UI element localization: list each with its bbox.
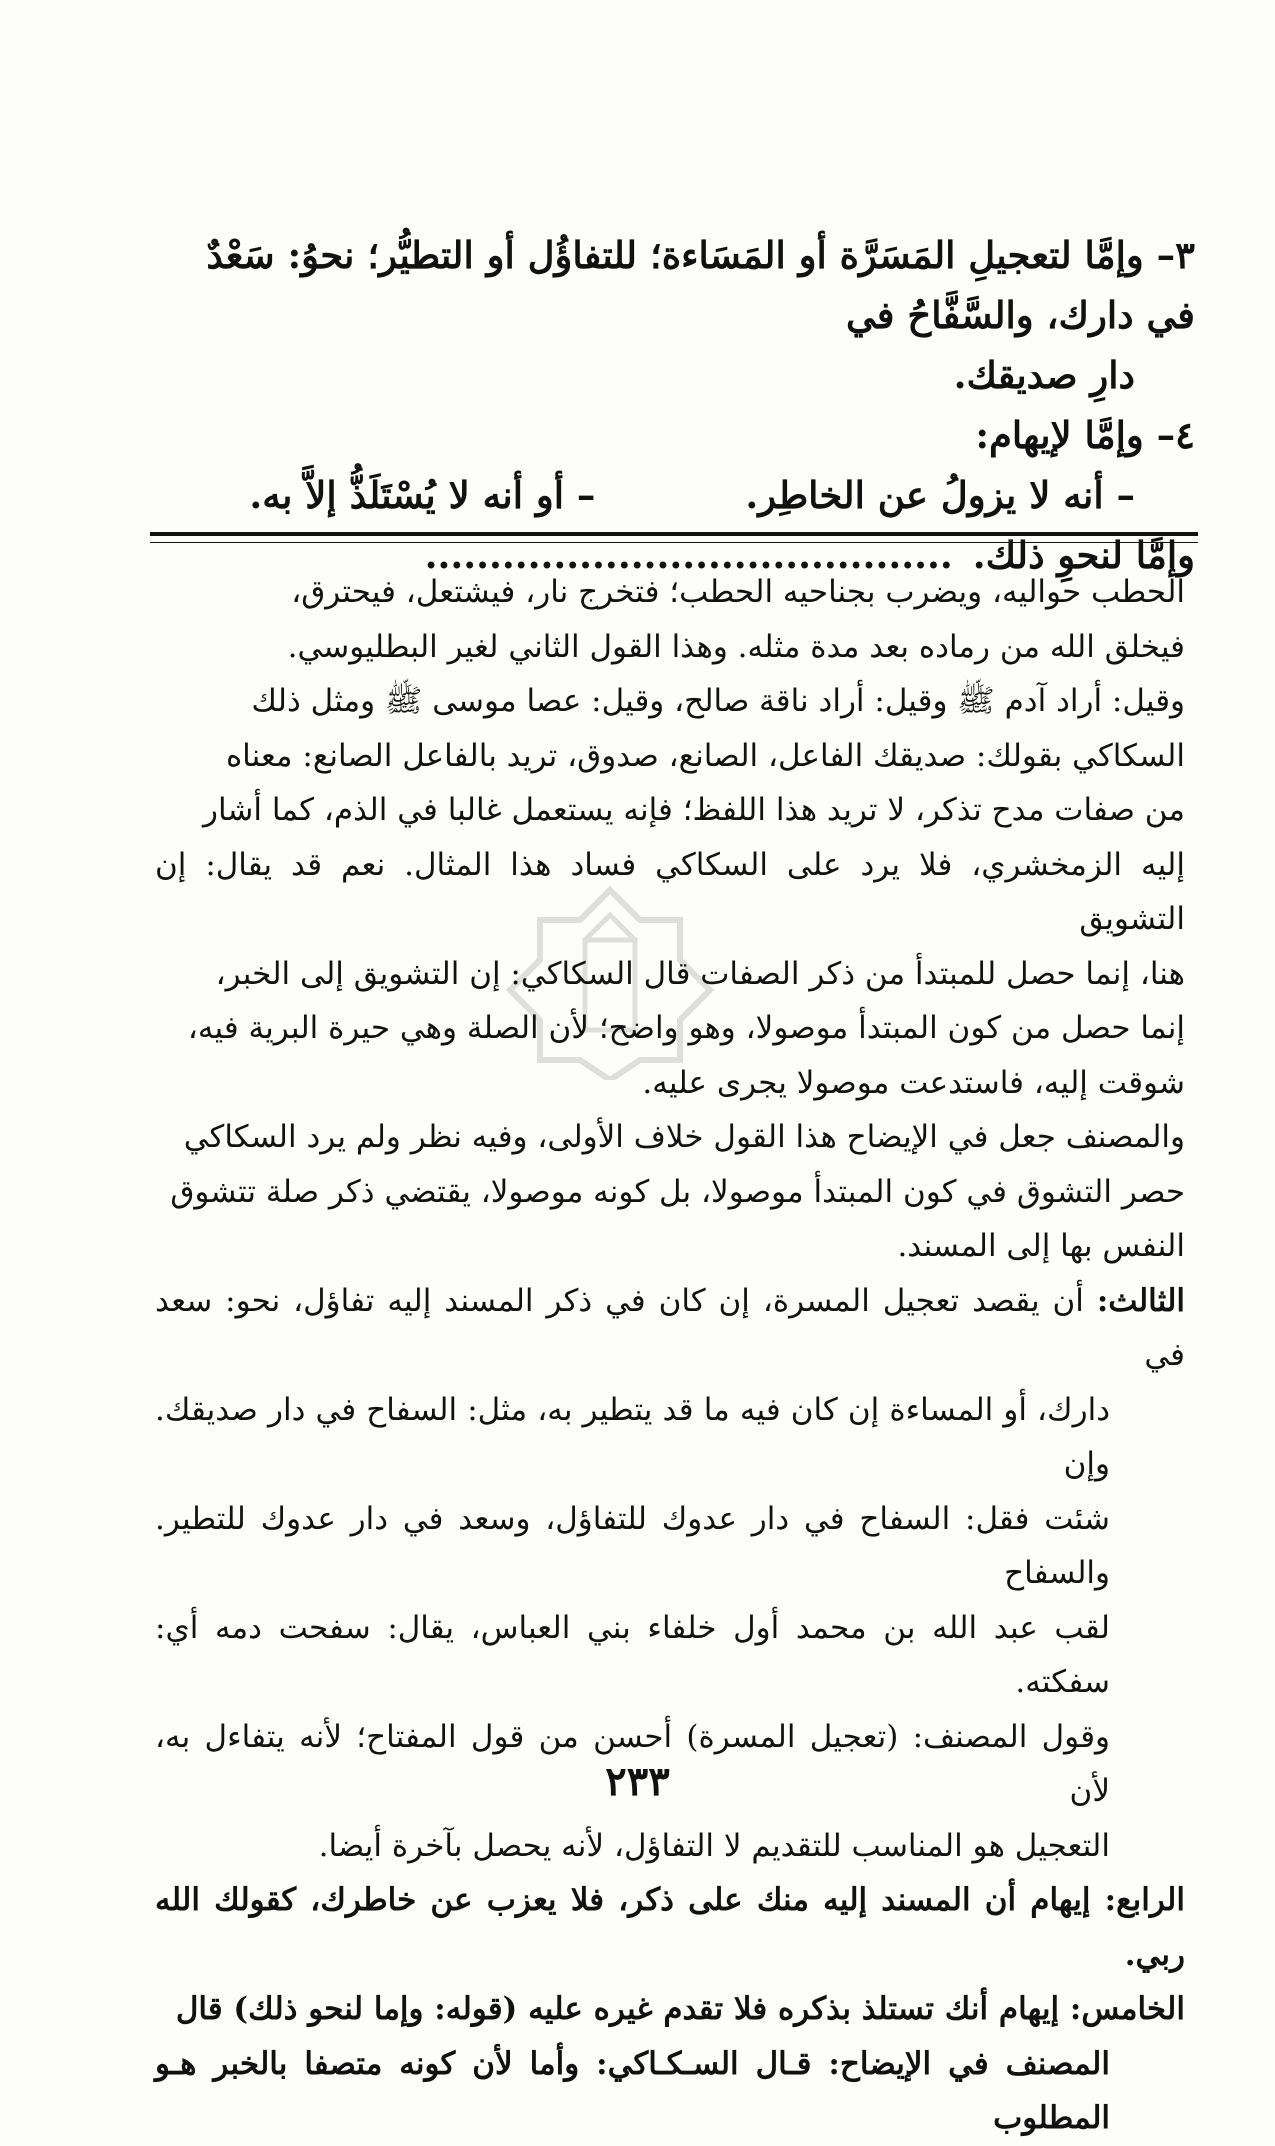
commentary-line: شئت فقل: السفاح في دار عدوك للتفاؤل، وسعد في دار عدوك للتطير. والسفاح (155, 1500, 1110, 1591)
commentary-line-text: إيهام أنك تستلذ بذكره فلا تقدم غيره عليه (قوله: وإما لنحو ذلك) قال (175, 1991, 1070, 2027)
commentary-line: النفس بها إلى المسند. (897, 1228, 1185, 1264)
commentary-line (155, 1982, 1185, 2037)
main-line: دارِ صديقك. (953, 353, 1135, 397)
commentary-block (155, 565, 1185, 2146)
commentary-line: من صفات مدح تذكر، لا تريد هذا اللفظ؛ فإنه يستعمل غالبا في الذم، كما أشار (203, 792, 1185, 828)
section-label: الثالث: (1096, 1282, 1185, 1319)
main-line: ٣– وإمَّا لتعجيلِ المَسَرَّة أو المَسَاءة؛ للتفاؤُل أو التطيُّر؛ نحوُ: سَعْدٌ في دارك، والسَّفَّاحُ في (206, 233, 1195, 337)
separator-rule (150, 532, 1198, 536)
commentary-line (155, 1274, 1185, 1383)
commentary-line: دارك، أو المساءة إن كان فيه ما قد يتطير به، مثل: السفاح في دار صديقك. وإن (155, 1391, 1110, 1482)
main-line-pair (160, 465, 1195, 525)
commentary-line: المصنف في الإيضاح: قـال السـكـاكي: وأما لأن كونه متصفا بالخبر هـو المطلوب (155, 2045, 1110, 2136)
commentary-line-text: إيهام أن المسند إليه منك على ذكر، فلا يعزب عن خاطرك، كقولك الله ربي. (155, 1882, 1185, 1973)
commentary-line-text: أن يقصد تعجيل المسرة، إن كان في ذكر المسند إليه تفاؤل، نحو: سعد في (155, 1282, 1185, 1373)
commentary-line: هنا، إنما حصل للمبتدأ من ذكر الصفات قال السكاكي: إن التشويق إلى الخبر، (215, 955, 1185, 992)
section-label: الخامس: (1069, 1991, 1185, 2027)
commentary-line: إنما حصل من كون المبتدأ موصولا، وهو واضح؛ لأن الصلة وهي حيرة البرية فيه، (187, 1010, 1185, 1046)
main-line: ٤– وإمَّا لإيهام: (975, 413, 1195, 457)
main-text-block (160, 225, 1195, 585)
commentary-line: فيخلق الله من رماده بعد مدة مثله. وهذا القول الثاني لغير البطليوسي. (287, 628, 1185, 665)
separator-rule (150, 542, 1198, 543)
commentary-line (155, 1873, 1185, 1982)
commentary-line: وقيل: أراد آدم ﷺ وقيل: أراد ناقة صالح، وقيل: عصا موسى ﷺ ومثل ذلك (251, 683, 1185, 719)
commentary-line: والمصنف جعل في الإيضاح هذا القول خلاف الأولى، وفيه نظر ولم يرد السكاكي (183, 1119, 1185, 1155)
section-label: الرابع: (1104, 1882, 1185, 1918)
commentary-line: إليه الزمخشري، فلا يرد على السكاكي فساد هذا المثال. نعم قد يقال: إن التشويق (155, 846, 1185, 937)
commentary-line: وقول المصنف: (تعجيل المسرة) أحسن من قول المفتاح؛ لأنه يتفاءل به، لأن (155, 1718, 1110, 1809)
commentary-line: حصر التشوق في كون المبتدأ موصولا، بل كونه موصولا، يقتضي ذكر صلة تتشوق (170, 1173, 1185, 1210)
commentary-line: الحطب حواليه، ويضرب بجناحيه الحطب؛ فتخرج نار، فيشتعل، فيحترق، (291, 574, 1185, 610)
main-line-text: وإمَّا لنحوِ ذلك. (972, 533, 1195, 577)
dotted-leader: ......................................... (424, 533, 953, 577)
commentary-line: السكاكي بقولك: صديقك الفاعل، الصانع، صدوق، تريد بالفاعل الصانع: معناه (225, 737, 1185, 774)
commentary-line: لقب عبد الله بن محمد أول خلفاء بني العباس، يقال: سفحت دمه أي: سفكته. (155, 1609, 1110, 1700)
main-line: – أو أنه لا يُسْتَلَذُّ إلاَّ به. (249, 473, 596, 517)
commentary-line: شوقت إليه، فاستدعت موصولا يجرى عليه. (642, 1064, 1185, 1101)
main-line: – أنه لا يزولُ عن الخاطِر. (745, 473, 1135, 517)
commentary-line: التعجيل هو المناسب للتقديم لا التفاؤل، لأنه يحصل بآخرة أيضا. (318, 1827, 1110, 1864)
page-number: ٢٣٣ (605, 1758, 670, 1805)
